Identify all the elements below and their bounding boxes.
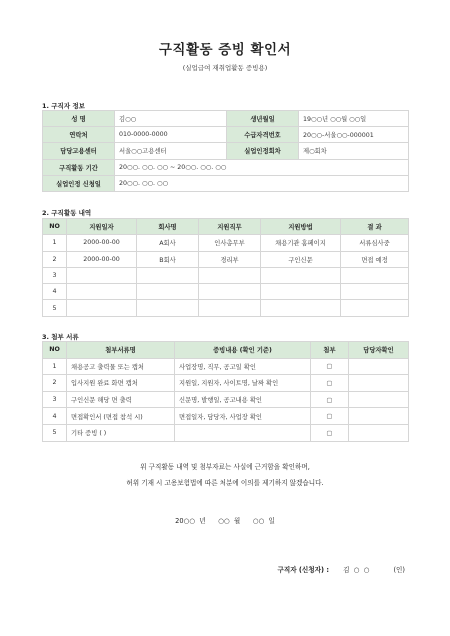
column-header: NO (43, 219, 67, 235)
field-value: 제○회차 (299, 143, 409, 159)
table-row (43, 235, 409, 251)
table-row (43, 375, 409, 392)
table-row (43, 127, 409, 143)
signature-label: 구직자 (신청자) : (277, 566, 329, 574)
section-title-attachments: 3. 첨부 서류 (42, 333, 79, 341)
evidence-description (175, 424, 311, 441)
table-cell: 2000-00-00 (67, 235, 137, 251)
table-cell (137, 284, 199, 300)
application-date-value: 20○○. ○○. ○○ (115, 175, 409, 191)
column-header: 회사명 (137, 219, 199, 235)
table-cell (341, 267, 409, 283)
table-cell (199, 300, 261, 316)
staff-confirm-cell (349, 375, 409, 392)
table-cell: B회사 (137, 251, 199, 267)
document-name: 면접확인서 (면접 참석 시) (67, 408, 175, 425)
field-label: 담당고용센터 (43, 143, 115, 159)
field-value: 010-0000-0000 (115, 127, 227, 143)
document-subtitle: (실업급여 재취업활동 증빙용) (182, 64, 268, 72)
table-cell: 구인신문 (261, 251, 341, 267)
attached-checkbox[interactable]: ▢ (311, 408, 349, 425)
job-search-history-table (42, 218, 409, 317)
column-header: 첨부 (311, 342, 349, 359)
table-header-row (43, 219, 409, 235)
staff-confirm-cell (349, 408, 409, 425)
field-value: 20○○-서울○○-000001 (299, 127, 409, 143)
table-cell: 인사총무부 (199, 235, 261, 251)
attached-checkbox[interactable]: ▢ (311, 375, 349, 392)
table-cell (137, 300, 199, 316)
table-row (43, 284, 409, 300)
table-cell (261, 267, 341, 283)
table-cell: 채용기관 홈페이지 (261, 235, 341, 251)
table-cell (199, 267, 261, 283)
row-number: 1 (43, 235, 67, 251)
row-number: 2 (43, 375, 67, 392)
table-cell (341, 300, 409, 316)
table-cell (67, 300, 137, 316)
document-name: 입사지원 완료 화면 캡처 (67, 375, 175, 392)
row-number: 5 (43, 424, 67, 441)
section-title-job-search-history: 2. 구직활동 내역 (42, 209, 92, 217)
table-cell (67, 267, 137, 283)
field-value: 김○○ (115, 111, 227, 127)
row-number: 5 (43, 300, 67, 316)
attached-checkbox[interactable]: ▢ (311, 358, 349, 375)
column-header: 결 과 (341, 219, 409, 235)
staff-confirm-cell (349, 358, 409, 375)
column-header: 지원방법 (261, 219, 341, 235)
attached-checkbox[interactable]: ▢ (311, 391, 349, 408)
column-header: 지원직무 (199, 219, 261, 235)
applicant-info-table (42, 110, 409, 192)
statement-line: 허위 기재 시 고용보험법에 따른 처분에 이의를 제기하지 않겠습니다. (126, 479, 324, 487)
document-name: 채용공고 출력물 또는 캡처 (67, 358, 175, 375)
table-row (43, 300, 409, 316)
confirmation-statement (0, 459, 450, 491)
job-search-period-value: 20○○. ○○. ○○ ~ 20○○. ○○. ○○ (115, 159, 409, 175)
field-value: 19○○년 ○○월 ○○일 (299, 111, 409, 127)
column-header: 증빙내용 (확인 기준) (175, 342, 311, 359)
seal-mark: (인) (393, 566, 405, 574)
table-cell (199, 284, 261, 300)
field-label: 실업인정회차 (227, 143, 299, 159)
column-header: 담당자확인 (349, 342, 409, 359)
table-row (43, 391, 409, 408)
table-row (43, 408, 409, 425)
evidence-description: 신문명, 발행일, 공고내용 확인 (175, 391, 311, 408)
column-header: 지원일자 (67, 219, 137, 235)
table-cell (137, 267, 199, 283)
section-title-applicant-info: 1. 구직자 정보 (42, 102, 85, 110)
table-row (43, 358, 409, 375)
table-row (43, 111, 409, 127)
table-cell: 경리부 (199, 251, 261, 267)
table-row (43, 175, 409, 191)
staff-confirm-cell (349, 391, 409, 408)
table-header-row (43, 342, 409, 359)
column-header: 첨부서류명 (67, 342, 175, 359)
document-name: 기타 증빙 ( ) (67, 424, 175, 441)
table-cell: 면접 예정 (341, 251, 409, 267)
field-label: 생년월일 (227, 111, 299, 127)
table-cell (341, 284, 409, 300)
table-cell (261, 300, 341, 316)
signature-line (278, 564, 405, 574)
field-value: 서울○○고용센터 (115, 143, 227, 159)
field-label: 실업인정 신청일 (43, 175, 115, 191)
row-number: 3 (43, 267, 67, 283)
row-number: 2 (43, 251, 67, 267)
field-label: 연락처 (43, 127, 115, 143)
attachments-table (42, 341, 409, 442)
row-number: 4 (43, 284, 67, 300)
row-number: 3 (43, 391, 67, 408)
table-row (43, 159, 409, 175)
document-title: 구직활동 증빙 확인서 (158, 42, 292, 58)
table-row (43, 267, 409, 283)
signing-date: 20○○ 년 ○○ 월 ○○ 일 (175, 517, 275, 525)
field-label: 구직활동 기간 (43, 159, 115, 175)
row-number: 4 (43, 408, 67, 425)
evidence-description: 사업장명, 직무, 공고일 확인 (175, 358, 311, 375)
table-row (43, 143, 409, 159)
table-cell (261, 284, 341, 300)
column-header: NO (43, 342, 67, 359)
evidence-description: 지원일, 지원자, 사이트명, 날짜 확인 (175, 375, 311, 392)
document-name: 구인신문 해당 면 출력 (67, 391, 175, 408)
table-row (43, 251, 409, 267)
attached-checkbox[interactable]: ▢ (311, 424, 349, 441)
table-cell: 서류심사중 (341, 235, 409, 251)
table-cell (67, 284, 137, 300)
applicant-name: 김 ○ ○ (343, 566, 370, 574)
evidence-description: 면접일자, 담당자, 사업장 확인 (175, 408, 311, 425)
table-row (43, 424, 409, 441)
field-label: 성 명 (43, 111, 115, 127)
field-label: 수급자격번호 (227, 127, 299, 143)
statement-line: 위 구직활동 내역 및 첨부자료는 사실에 근거함을 확인하며, (140, 463, 310, 471)
table-cell: 2000-00-00 (67, 251, 137, 267)
table-cell: A회사 (137, 235, 199, 251)
row-number: 1 (43, 358, 67, 375)
staff-confirm-cell (349, 424, 409, 441)
